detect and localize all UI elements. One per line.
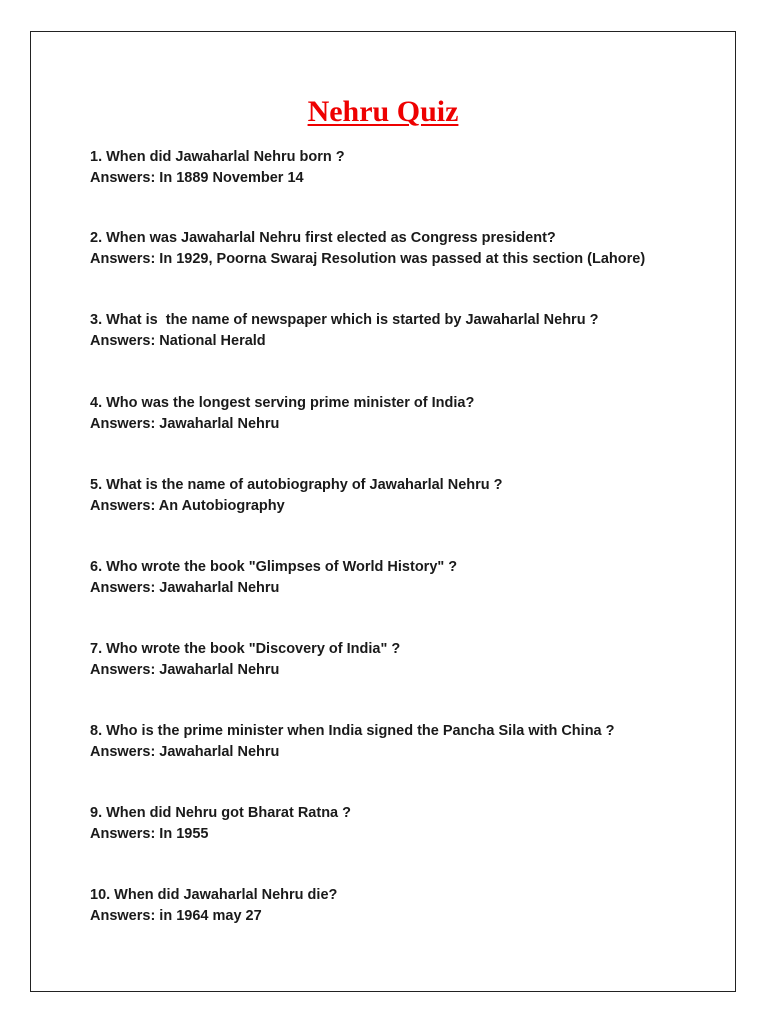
document-page xyxy=(30,31,736,992)
quiz-item-5 xyxy=(90,475,720,517)
answer-6: Answers: Jawaharlal Nehru xyxy=(90,580,280,596)
quiz-item-6 xyxy=(90,557,720,599)
question-2: 2. When was Jawaharlal Nehru first elected as Congress president? xyxy=(90,230,556,246)
quiz-item-9 xyxy=(90,803,720,845)
quiz-item-2 xyxy=(90,228,720,270)
question-4: 4. Who was the longest serving prime minister of India? xyxy=(90,395,475,411)
question-7: 7. Who wrote the book "Discovery of India" ? xyxy=(90,641,401,657)
question-3: 3. What is the name of newspaper which is started by Jawaharlal Nehru ? xyxy=(90,312,599,328)
question-10: 10. When did Jawaharlal Nehru die? xyxy=(90,887,338,903)
answer-3: Answers: National Herald xyxy=(90,333,266,349)
quiz-item-4 xyxy=(90,393,720,435)
answer-10: Answers: in 1964 may 27 xyxy=(90,908,262,924)
quiz-item-7 xyxy=(90,639,720,681)
answer-8: Answers: Jawaharlal Nehru xyxy=(90,744,280,760)
question-5: 5. What is the name of autobiography of Jawaharlal Nehru ? xyxy=(90,477,503,493)
quiz-item-3 xyxy=(90,310,720,352)
answer-5: Answers: An Autobiography xyxy=(90,498,285,514)
answer-9: Answers: In 1955 xyxy=(90,826,209,842)
answer-2: Answers: In 1929, Poorna Swaraj Resolution was passed at this section (Lahore) xyxy=(90,251,646,267)
question-9: 9. When did Nehru got Bharat Ratna ? xyxy=(90,805,352,821)
quiz-item-10 xyxy=(90,885,720,927)
question-1: 1. When did Jawaharlal Nehru born ? xyxy=(90,149,345,165)
answer-7: Answers: Jawaharlal Nehru xyxy=(90,662,280,678)
question-8: 8. Who is the prime minister when India signed the Pancha Sila with China ? xyxy=(90,723,615,739)
question-6: 6. Who wrote the book "Glimpses of World History" ? xyxy=(90,559,458,575)
quiz-item-1 xyxy=(90,147,720,189)
answer-1: Answers: In 1889 November 14 xyxy=(90,170,304,186)
document-title: Nehru Quiz xyxy=(307,95,459,128)
quiz-item-8 xyxy=(90,721,720,763)
answer-4: Answers: Jawaharlal Nehru xyxy=(90,416,280,432)
